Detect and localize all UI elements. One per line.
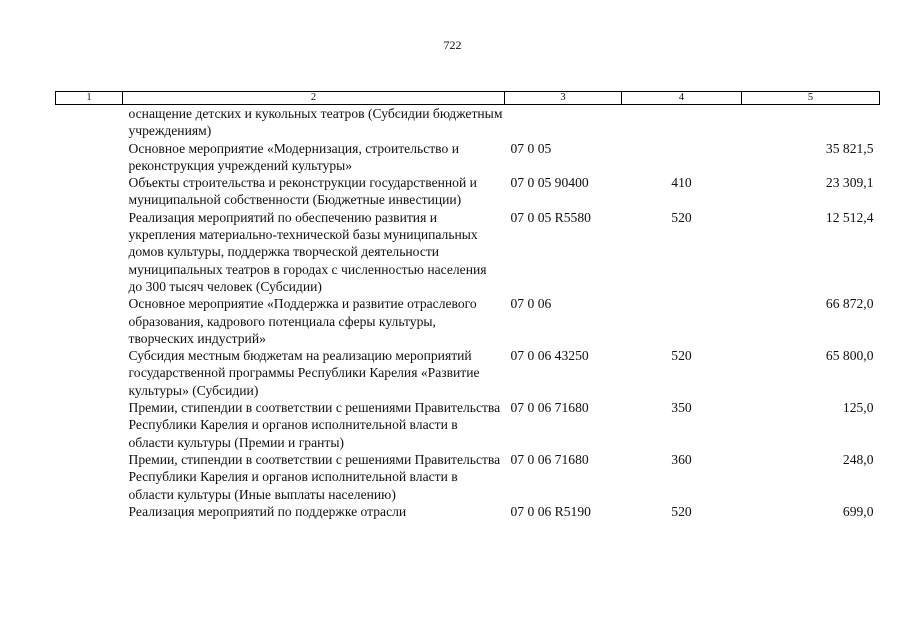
row-blank-cell bbox=[56, 347, 123, 399]
row-code: 07 0 05 bbox=[510, 140, 552, 156]
row-amount bbox=[742, 105, 880, 140]
row-type: 410 bbox=[671, 175, 692, 191]
table-row bbox=[56, 399, 880, 451]
table-row bbox=[56, 503, 880, 520]
row-code: 07 0 06 71680 bbox=[510, 400, 589, 416]
row-name: Реализация мероприятий по обеспечению развития и укрепления материально-технической базы муниципальных домов культуры, поддержка творческой деятельности муниципальных театров в городах с численностью населения до 300 тысяч человек (Субсидии) bbox=[128, 209, 487, 294]
row-blank-cell bbox=[56, 209, 123, 295]
row-amount: 35 821,5 bbox=[825, 140, 874, 156]
row-amount: 12 512,4 bbox=[825, 209, 874, 225]
row-code bbox=[505, 105, 622, 140]
row-name: Основное мероприятие «Поддержка и развитие отраслевого образования, кадрового потенциала сферы культуры, творческих индустрий» bbox=[128, 296, 477, 346]
row-amount: 248,0 bbox=[842, 451, 874, 467]
table-row bbox=[56, 347, 880, 399]
row-name: Премии, стипендии в соответствии с решениями Правительства Республики Карелия и органов исполнительной власти в области культуры (Премии и гранты) bbox=[128, 400, 501, 450]
row-name: Реализация мероприятий по поддержке отрасли bbox=[128, 503, 407, 519]
row-amount: 699,0 bbox=[842, 503, 874, 519]
row-name: оснащение детских и кукольных театров (Субсидии бюджетным учреждениям) bbox=[128, 106, 503, 139]
column-header-2: 2 bbox=[123, 92, 505, 105]
row-type bbox=[622, 140, 742, 175]
row-code: 07 0 06 43250 bbox=[510, 348, 589, 364]
table-row bbox=[56, 295, 880, 347]
row-amount: 125,0 bbox=[842, 400, 874, 416]
row-type: 520 bbox=[671, 209, 692, 225]
row-type: 360 bbox=[671, 451, 692, 467]
page-number: 722 bbox=[443, 38, 462, 52]
row-code: 07 0 05 R5580 bbox=[510, 209, 591, 225]
row-blank-cell bbox=[56, 140, 123, 175]
row-type: 520 bbox=[671, 503, 692, 519]
row-blank-cell bbox=[56, 295, 123, 347]
column-header-1: 1 bbox=[56, 92, 123, 105]
row-code: 07 0 05 90400 bbox=[510, 175, 589, 191]
row-amount: 65 800,0 bbox=[825, 348, 874, 364]
table-row bbox=[56, 209, 880, 295]
row-code: 07 0 06 71680 bbox=[510, 451, 589, 467]
table-header-row bbox=[56, 92, 880, 105]
row-blank-cell bbox=[56, 503, 123, 520]
row-blank-cell bbox=[56, 451, 123, 503]
budget-table bbox=[55, 91, 880, 520]
row-amount: 66 872,0 bbox=[825, 296, 874, 312]
row-type: 520 bbox=[671, 348, 692, 364]
column-header-5: 5 bbox=[742, 92, 880, 105]
column-header-3: 3 bbox=[505, 92, 622, 105]
row-name: Объекты строительства и реконструкции государственной и муниципальной собственности (Бюджетные инвестиции) bbox=[128, 175, 477, 208]
row-amount: 23 309,1 bbox=[825, 175, 874, 191]
row-type: 350 bbox=[671, 400, 692, 416]
row-blank-cell bbox=[56, 174, 123, 209]
column-header-4: 4 bbox=[622, 92, 742, 105]
row-code: 07 0 06 R5190 bbox=[510, 503, 591, 519]
row-code: 07 0 06 bbox=[510, 296, 552, 312]
row-name: Основное мероприятие «Модернизация, строительство и реконструкция учреждений культуры» bbox=[128, 140, 459, 173]
row-type bbox=[622, 295, 742, 347]
row-type bbox=[622, 105, 742, 140]
table-row bbox=[56, 174, 880, 209]
table-row bbox=[56, 451, 880, 503]
row-blank-cell bbox=[56, 399, 123, 451]
row-name: Субсидия местным бюджетам на реализацию мероприятий государственной программы Республики Карелия «Развитие культуры» (Субсидии) bbox=[128, 348, 480, 398]
table-row bbox=[56, 105, 880, 140]
row-blank-cell bbox=[56, 105, 123, 140]
table-row bbox=[56, 140, 880, 175]
row-name: Премии, стипендии в соответствии с решениями Правительства Республики Карелия и органов исполнительной власти в области культуры (Иные выплаты населению) bbox=[128, 451, 501, 502]
